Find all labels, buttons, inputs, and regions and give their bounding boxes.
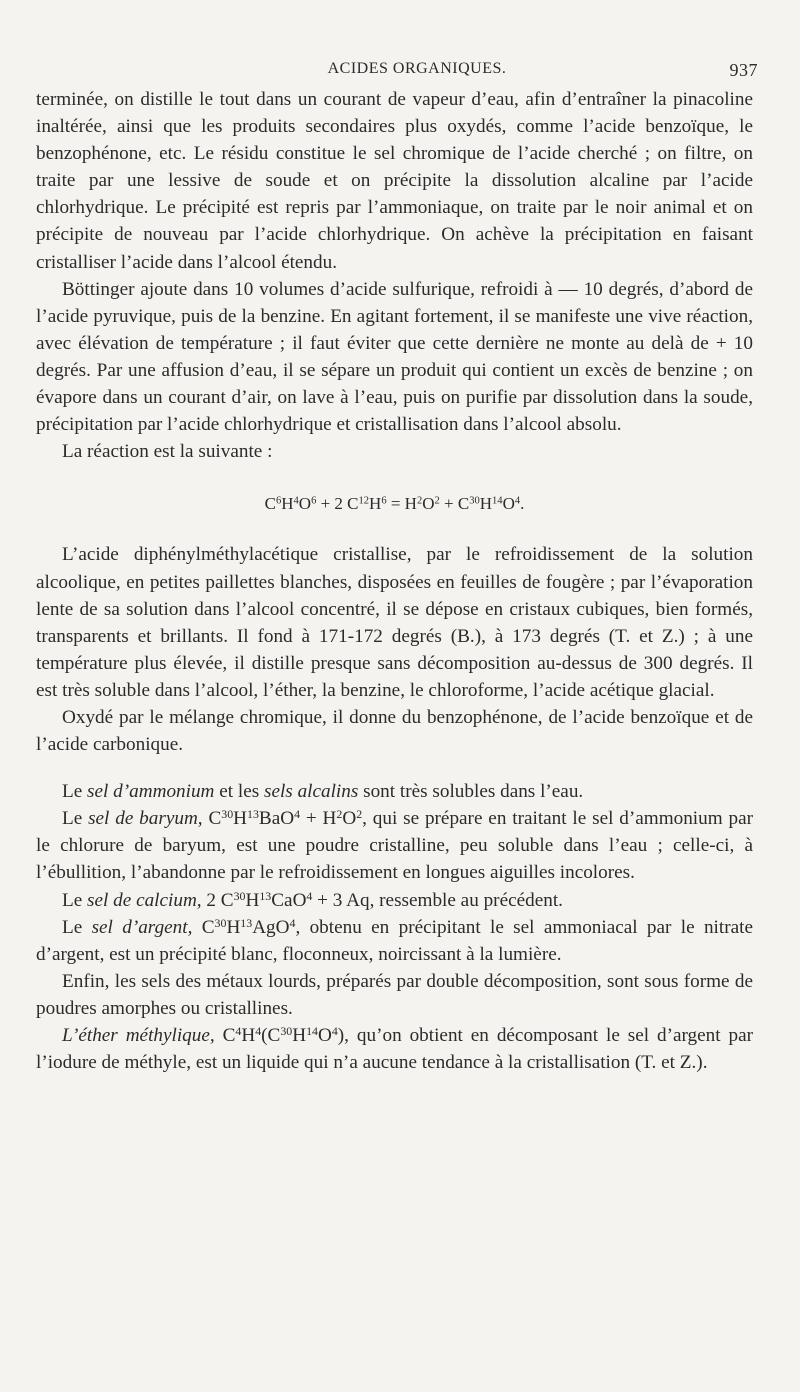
paragraph-calcium-salt: Le sel de calcium, 2 $C^{30}H^{13}CaO^4 + 3$ Aq, ressemble au précédent. — [62, 888, 563, 911]
paragraph-ammonium-salt: Le sel d’ammonium et les sels alcalins sont très solubles dans l’eau. — [62, 781, 584, 803]
running-title: ACIDES ORGANIQUES. — [327, 60, 507, 77]
paragraph-bottinger: Böttinger ajoute dans 10 volumes d’acide sulfurique, refroidi à — 10 degrés, d’abord de l’acide pyruvique, puis de la benzine. En agitant fortement, il se manifeste une vive réaction, avec élévation de température ; il faut éviter que cette dernière ne monte au delà de + 10 degrés. Par une affusion d’eau, il se sépare un produit qui contient un excès de benzine ; on évapore dans un courant d’air, on lave à l’eau, puis on purifie par dissolution dans la soude, précipitation par l’acide chlorhydrique et cristallisation dans l’alcool absolu. — [36, 278, 753, 436]
chemical-equation: $C^6H^4O^6 + 2$ $C^{12}H^6 = H^2O^2 + C^{30}H^{14}O^4$. — [264, 494, 525, 514]
paragraph-silver-salt: Le sel d’argent, $C^{30}H^{13}AgO^4$, obtenu en précipitant le sel ammoniacal par le nitrate d’argent, est un précipité blanc, floconneux, noircissant à la lumière. — [36, 915, 753, 965]
paragraph-barium-salt: Le sel de baryum, $C^{30}H^{13}BaO^4 + H^2O^2$, qui se prépare en traitant le sel d’ammonium par le chlorure de baryum, est une poudre cristalline, peu soluble dans l’eau ; celle-ci, à l’ébullition, l’abandonne par le refroidissement en longues aiguilles incolores. — [36, 807, 753, 884]
paragraph-reaction-intro: La réaction est la suivante : — [62, 441, 273, 463]
page-number: 937 — [729, 60, 758, 80]
page-body — [36, 86, 753, 1076]
paragraph-methyl-ether: L’éther méthylique, $C^4H^4(C^{30}H^{14}O^4)$, qu’on obtient en décomposant le sel d’argent par l’iodure de méthyle, est un liquide qui n’a aucune tendance à la cristallisation (T. et Z.). — [36, 1024, 753, 1074]
paragraph-properties: L’acide diphénylméthylacétique cristallise, par le refroidissement de la solution alcoolique, en petites paillettes blanches, disposées en feuilles de fougère ; par l’évaporation lente de sa solution dans l’alcool concentré, il se dépose en cristaux cubiques, bien formés, transparents et brillants. Il fond à 171-172 degrés (B.), à 173 degrés (T. et Z.) ; à une température plus élevée, il distille presque sans décomposition au-dessus de 300 degrés. Il est très soluble dans l’alcool, l’éther, la benzine, le chloroforme, l’acide acétique glacial. — [36, 544, 753, 701]
paragraph-oxidation: Oxydé par le mélange chromique, il donne du benzophénone, de l’acide benzoïque et de l’acide carbonique. — [36, 706, 753, 756]
paragraph-continuation: terminée, on distille le tout dans un courant de vapeur d’eau, afin d’entraîner la pinacoline inaltérée, ainsi que les produits secondaires plus oxydés, comme l’acide benzoïque, le benzophénone, etc. Le résidu constitue le sel chromique de l’acide cherché ; on filtre, on traite par une lessive de soude et on précipite la dissolution alcaline par l’acide chlorhydrique. Le précipité est repris par l’ammoniaque, on traite par le noir animal et on précipite de nouveau par l’acide chlorhydrique. On achève la précipitation en faisant cristalliser l’acide dans l’alcool étendu. — [36, 89, 753, 273]
paragraph-heavy-metal-salts: Enfin, les sels des métaux lourds, préparés par double décomposition, sont sous forme de poudres amorphes ou cristallines. — [36, 970, 753, 1019]
running-header — [36, 60, 758, 82]
section-gap — [36, 758, 753, 778]
